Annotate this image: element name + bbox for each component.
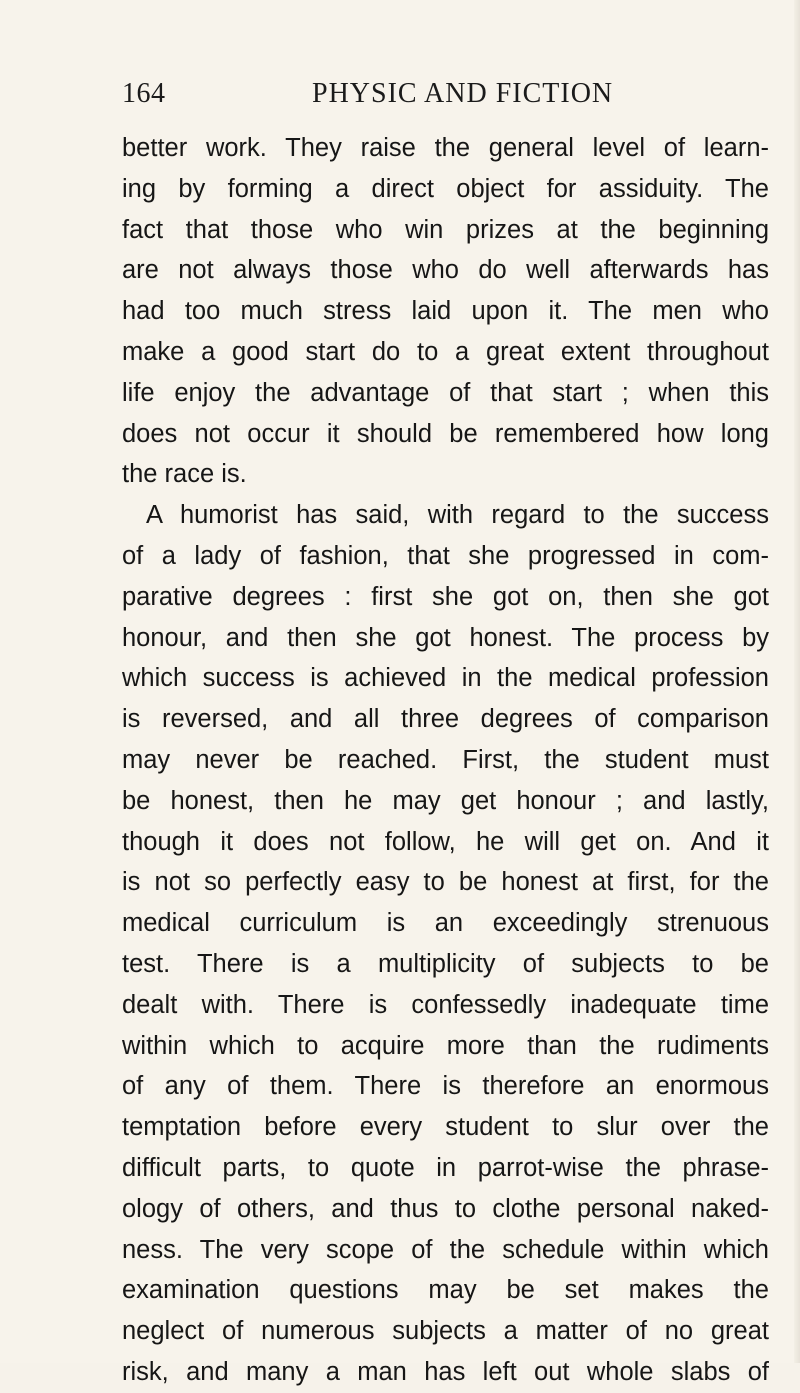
text-line: make a good start do to a great extent throughout	[122, 337, 769, 366]
text-line: better work. They raise the general level of learn-	[122, 134, 769, 162]
text-line: does not occur it should be remembered how long	[122, 419, 769, 448]
text-line: of any of them. There is therefore an enormous	[122, 1072, 769, 1101]
running-title: PHYSIC AND FICTION	[312, 78, 614, 109]
text-line: test. There is a multiplicity of subjects to be	[122, 949, 769, 978]
text-line: be honest, then he may get honour ; and lastly,	[122, 786, 769, 815]
text-line: may never be reached. First, the student must	[122, 745, 769, 774]
text-line: ing by forming a direct object for assiduity. The	[122, 174, 769, 203]
text-line: examination questions may be set makes the	[122, 1276, 769, 1305]
text-line: are not always those who do well afterwards has	[122, 256, 769, 285]
page-edge	[794, 0, 800, 1363]
text-line: medical curriculum is an exceedingly strenuous	[122, 909, 769, 938]
text-line: risk, and many a man has left out whole slabs of	[122, 1357, 769, 1386]
text-line: difficult parts, to quote in parrot-wise the phrase-	[122, 1153, 769, 1182]
body-text	[122, 128, 769, 1393]
text-line: though it does not follow, he will get on. And it	[122, 827, 769, 856]
text-line: ness. The very scope of the schedule within which	[122, 1235, 769, 1264]
text-line: ology of others, and thus to clothe personal naked-	[122, 1194, 769, 1223]
text-line: fact that those who win prizes at the beginning	[122, 215, 769, 244]
text-line: within which to acquire more than the rudiments	[122, 1031, 769, 1060]
text-line: which success is achieved in the medical profession	[122, 664, 769, 693]
text-line: neglect of numerous subjects a matter of no great	[122, 1317, 769, 1346]
text-line: parative degrees : first she got on, then she got	[122, 582, 769, 611]
text-line: dealt with. There is confessedly inadequate time	[122, 990, 769, 1019]
text-line: had too much stress laid upon it. The men who	[122, 297, 769, 326]
text-line: A humorist has said, with regard to the success	[146, 501, 769, 530]
text-line: is not so perfectly easy to be honest at first, for the	[122, 868, 769, 897]
text-line: honour, and then she got honest. The process by	[122, 623, 769, 652]
text-line: is reversed, and all three degrees of comparison	[122, 705, 769, 734]
text-line: temptation before every student to slur over the	[122, 1113, 769, 1142]
text-line: life enjoy the advantage of that start ; when this	[122, 378, 769, 407]
text-line: of a lady of fashion, that she progressed in com-	[122, 541, 769, 570]
text-line: the race is.	[122, 460, 247, 489]
running-head	[122, 78, 769, 118]
page-number: 164	[122, 78, 166, 109]
